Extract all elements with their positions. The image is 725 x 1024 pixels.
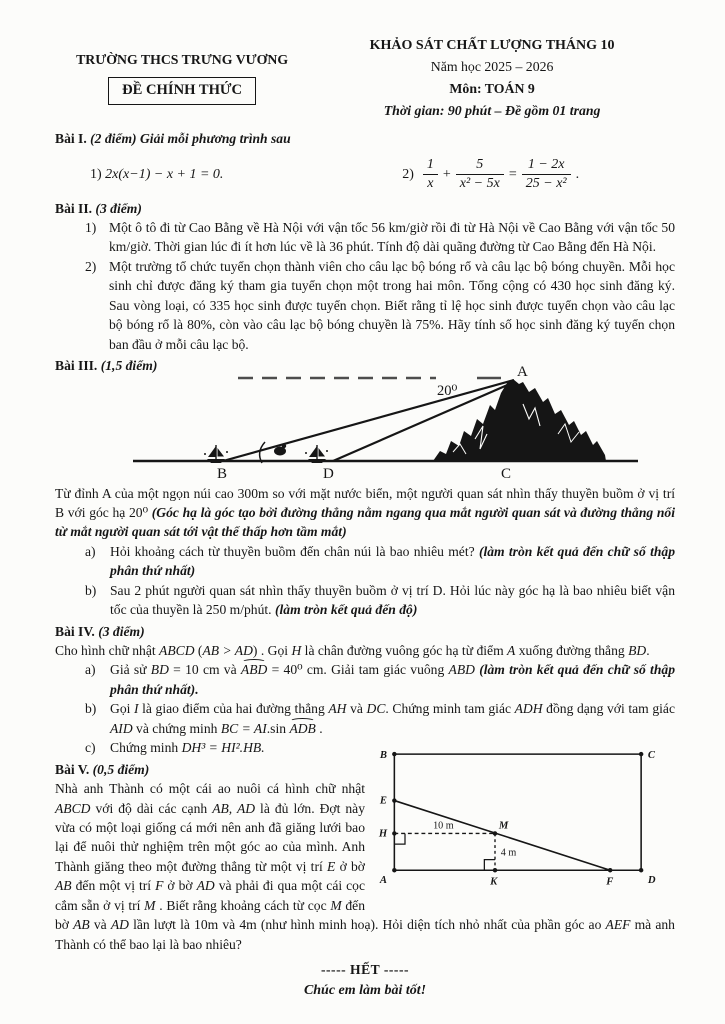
fraction-2-num: 5	[456, 157, 504, 175]
buoy-blob-top	[282, 443, 286, 447]
point-label-C: C	[501, 465, 512, 482]
point-D	[639, 868, 643, 872]
section-2-item-2	[85, 257, 675, 354]
school-year: Năm học 2025 – 2026	[430, 59, 554, 75]
equation-2	[402, 157, 675, 191]
good-luck-message: Chúc em làm bài tốt!	[303, 983, 427, 999]
time-limit: Thời gian: 90 phút – Đề gồm 01 trang	[383, 103, 601, 119]
item-letter: b)	[85, 582, 97, 598]
label-H: H	[378, 828, 388, 840]
fraction-1	[423, 157, 438, 191]
section-4-heading: Bài IV. (3 điểm)	[55, 623, 145, 639]
exam-title: KHẢO SÁT CHẤT LƯỢNG THÁNG 10	[369, 38, 615, 53]
item-letter: c)	[85, 740, 96, 756]
section-3-item-a	[85, 542, 675, 581]
fraction-2-den: x² − 5x	[459, 176, 500, 192]
point-C	[639, 752, 643, 756]
item-text: Sau 2 phút người quan sát nhìn thấy thuyền buồm ở vị trí D. Hỏi lúc này góc hạ là bao nhiêu biết vận tốc của thuyền là 250 m/phút. (làm tròn kết quả đến độ)	[110, 582, 675, 618]
mountain-observation-figure	[133, 364, 653, 482]
plus-sign: +	[442, 166, 451, 182]
fraction-2	[456, 157, 504, 191]
mountain-shape	[433, 379, 606, 461]
section-3-paragraph: Từ đỉnh A của một ngọn núi cao 300m so với mặt nước biển, một người quan sát nhìn thấy thuyền buồm ở vị trí B với góc hạ 20⁰ (Góc hạ là góc tạo bởi đường thẳng nằm ngang qua mắt người quan sát và đường thẳng nối từ mắt người quan sát tới vật thể thấp hơn tầm mắt)	[55, 485, 676, 540]
fraction-1-den: x	[427, 176, 434, 192]
item-text: Giả sử BD = 10 cm và ABD = 40⁰ cm. Giải tam giác vuông ABD (làm tròn kết quả đến chữ số thập phân thứ nhất).	[110, 662, 675, 697]
label-F: F	[606, 876, 614, 888]
equals-sign: =	[508, 166, 517, 182]
header-right	[309, 36, 675, 121]
label-A: A	[379, 875, 387, 887]
item-text: Hỏi khoảng cách từ thuyền buồm đến chân núi là bao nhiêu mét? (làm tròn kết quả đến chữ số thập phân thứ nhất)	[110, 543, 675, 579]
label-D: D	[647, 875, 656, 887]
point-M	[493, 831, 497, 835]
point-A	[392, 868, 396, 872]
official-exam-box: ĐỀ CHÍNH THỨC	[108, 77, 256, 105]
net-line-EF	[394, 801, 610, 871]
fraction-3-den: 25 − x²	[525, 176, 567, 192]
item-letter: b)	[85, 701, 97, 717]
section-3-item-b	[85, 581, 675, 620]
point-E	[392, 799, 396, 803]
item-letter: a)	[85, 662, 96, 678]
point-F	[608, 868, 612, 872]
section-4-item-b	[85, 699, 675, 738]
item-text: Chứng minh DH³ = HI².HB.	[110, 740, 265, 756]
fraction-1-num: 1	[423, 157, 438, 175]
item-text: Một trường tổ chức tuyển chọn thành viên cho câu lạc bộ bóng rổ và câu lạc bộ bóng chuyền. Mỗi học sinh chỉ được đăng ký tham gia tuyển chọn một trong hai môn. Tổng cộng có 430 học sinh đăng ký. Sau vòng loại, có 335 học sinh được tuyển chọn. Biết rằng tỉ lệ học sinh được tuyển chọn vào câu lạc bộ bóng rổ là 80%, còn vào câu lạc bộ bóng chuyền là 75%. Hãy tính số học sinh đăng ký tuyển chọn ban đầu ở mỗi câu lạc bộ.	[109, 258, 675, 352]
item-letter: a)	[85, 543, 96, 559]
label-E: E	[379, 795, 387, 807]
point-K	[493, 868, 497, 872]
item-text: Gọi I là giao điểm của hai đường thẳng AH và DC. Chứng minh tam giác ADH đồng dạng với tam giác AID và chứng minh BC = AI.sin ADB .	[110, 701, 675, 736]
label-M: M	[498, 820, 509, 832]
item-number: 1)	[85, 220, 97, 236]
section-5-body: Nhà anh Thành có một cái ao nuôi cá hình chữ nhật ABCD với độ dài các cạnh AB, AD là đủ lớn. Đợt này vừa có một loại giống cá mới nên anh đã giăng lưới bao lại để nuôi thử nghiệm trên một góc ao của mình. Anh Thành giăng theo một đường thẳng từ một vị trí E ở bờ AB đến một vị trí F ở bờ AD và phải đi qua một cái cọc cắm sẵn ở vị trí M . Biết rằng khoảng cách từ cọc M đến bờ AB và AD lần lượt là 10m và 4m (như hình minh hoạ). Hỏi diện tích nhỏ nhất của phần góc ao AEF mà anh Thành có thể bao lại là bao nhiêu?	[55, 781, 675, 952]
item-number: 2)	[85, 258, 97, 274]
angle-label: 20⁰	[437, 382, 458, 399]
section-5-heading: Bài V. (0,5 điểm)	[55, 761, 150, 777]
right-angle-mark-H	[394, 834, 405, 845]
item-text: Một ô tô đi từ Cao Bằng về Hà Nội với vận tốc 56 km/giờ rồi đi từ Hà Nội về Cao Bằng với vận tốc 50 km/giờ. Thời gian lúc đi ít hơn lúc về là 36 phút. Tính độ dài quãng đường từ Cao Bằng đến Hà Nội.	[109, 220, 675, 255]
point-H	[392, 831, 396, 835]
header-left	[55, 36, 309, 121]
section-2-item-1	[85, 218, 675, 257]
footer	[55, 960, 675, 1001]
point-label-A: A	[517, 363, 528, 380]
header	[55, 36, 675, 121]
fraction-3	[522, 157, 571, 191]
section-1-equations	[55, 155, 675, 195]
label-C: C	[647, 750, 655, 762]
end-marker: ----- HẾT -----	[320, 962, 410, 978]
school-name: TRƯỜNG THCS TRƯNG VƯƠNG	[76, 52, 289, 67]
label-B: B	[379, 750, 387, 762]
equation-2-period: .	[575, 166, 580, 182]
section-1-heading: Bài I. (2 điểm) Giải mỗi phương trình sau	[55, 131, 291, 147]
distance-label-10m: 10 m	[433, 820, 454, 832]
subject: Môn: TOÁN 9	[449, 80, 535, 96]
section-4-item-a	[85, 660, 675, 699]
point-label-B: B	[217, 465, 228, 482]
section-3-heading: Bài III. (1,5 điểm)	[55, 358, 158, 374]
distance-label-4m: 4 m	[500, 847, 517, 859]
point-B	[392, 752, 396, 756]
pond-rectangle-figure	[375, 740, 675, 894]
label-K: K	[490, 876, 498, 888]
fraction-3-num: 1 − 2x	[522, 157, 571, 175]
equation-1: 1) 2x(x−1) − x + 1 = 0.	[90, 166, 224, 182]
section-2-heading: Bài II. (3 điểm)	[55, 200, 142, 216]
section-3	[55, 356, 675, 620]
right-angle-mark-K	[484, 860, 495, 871]
section-2	[55, 199, 675, 355]
point-label-D: D	[323, 465, 334, 482]
equation-2-label: 2)	[402, 166, 414, 182]
section-1	[55, 129, 675, 194]
section-4-intro: Cho hình chữ nhật ABCD (AB > AD) . Gọi H là chân đường vuông góc hạ từ điểm A xuống đường thẳng BD.	[55, 643, 650, 659]
section-4-item-c	[85, 738, 365, 757]
